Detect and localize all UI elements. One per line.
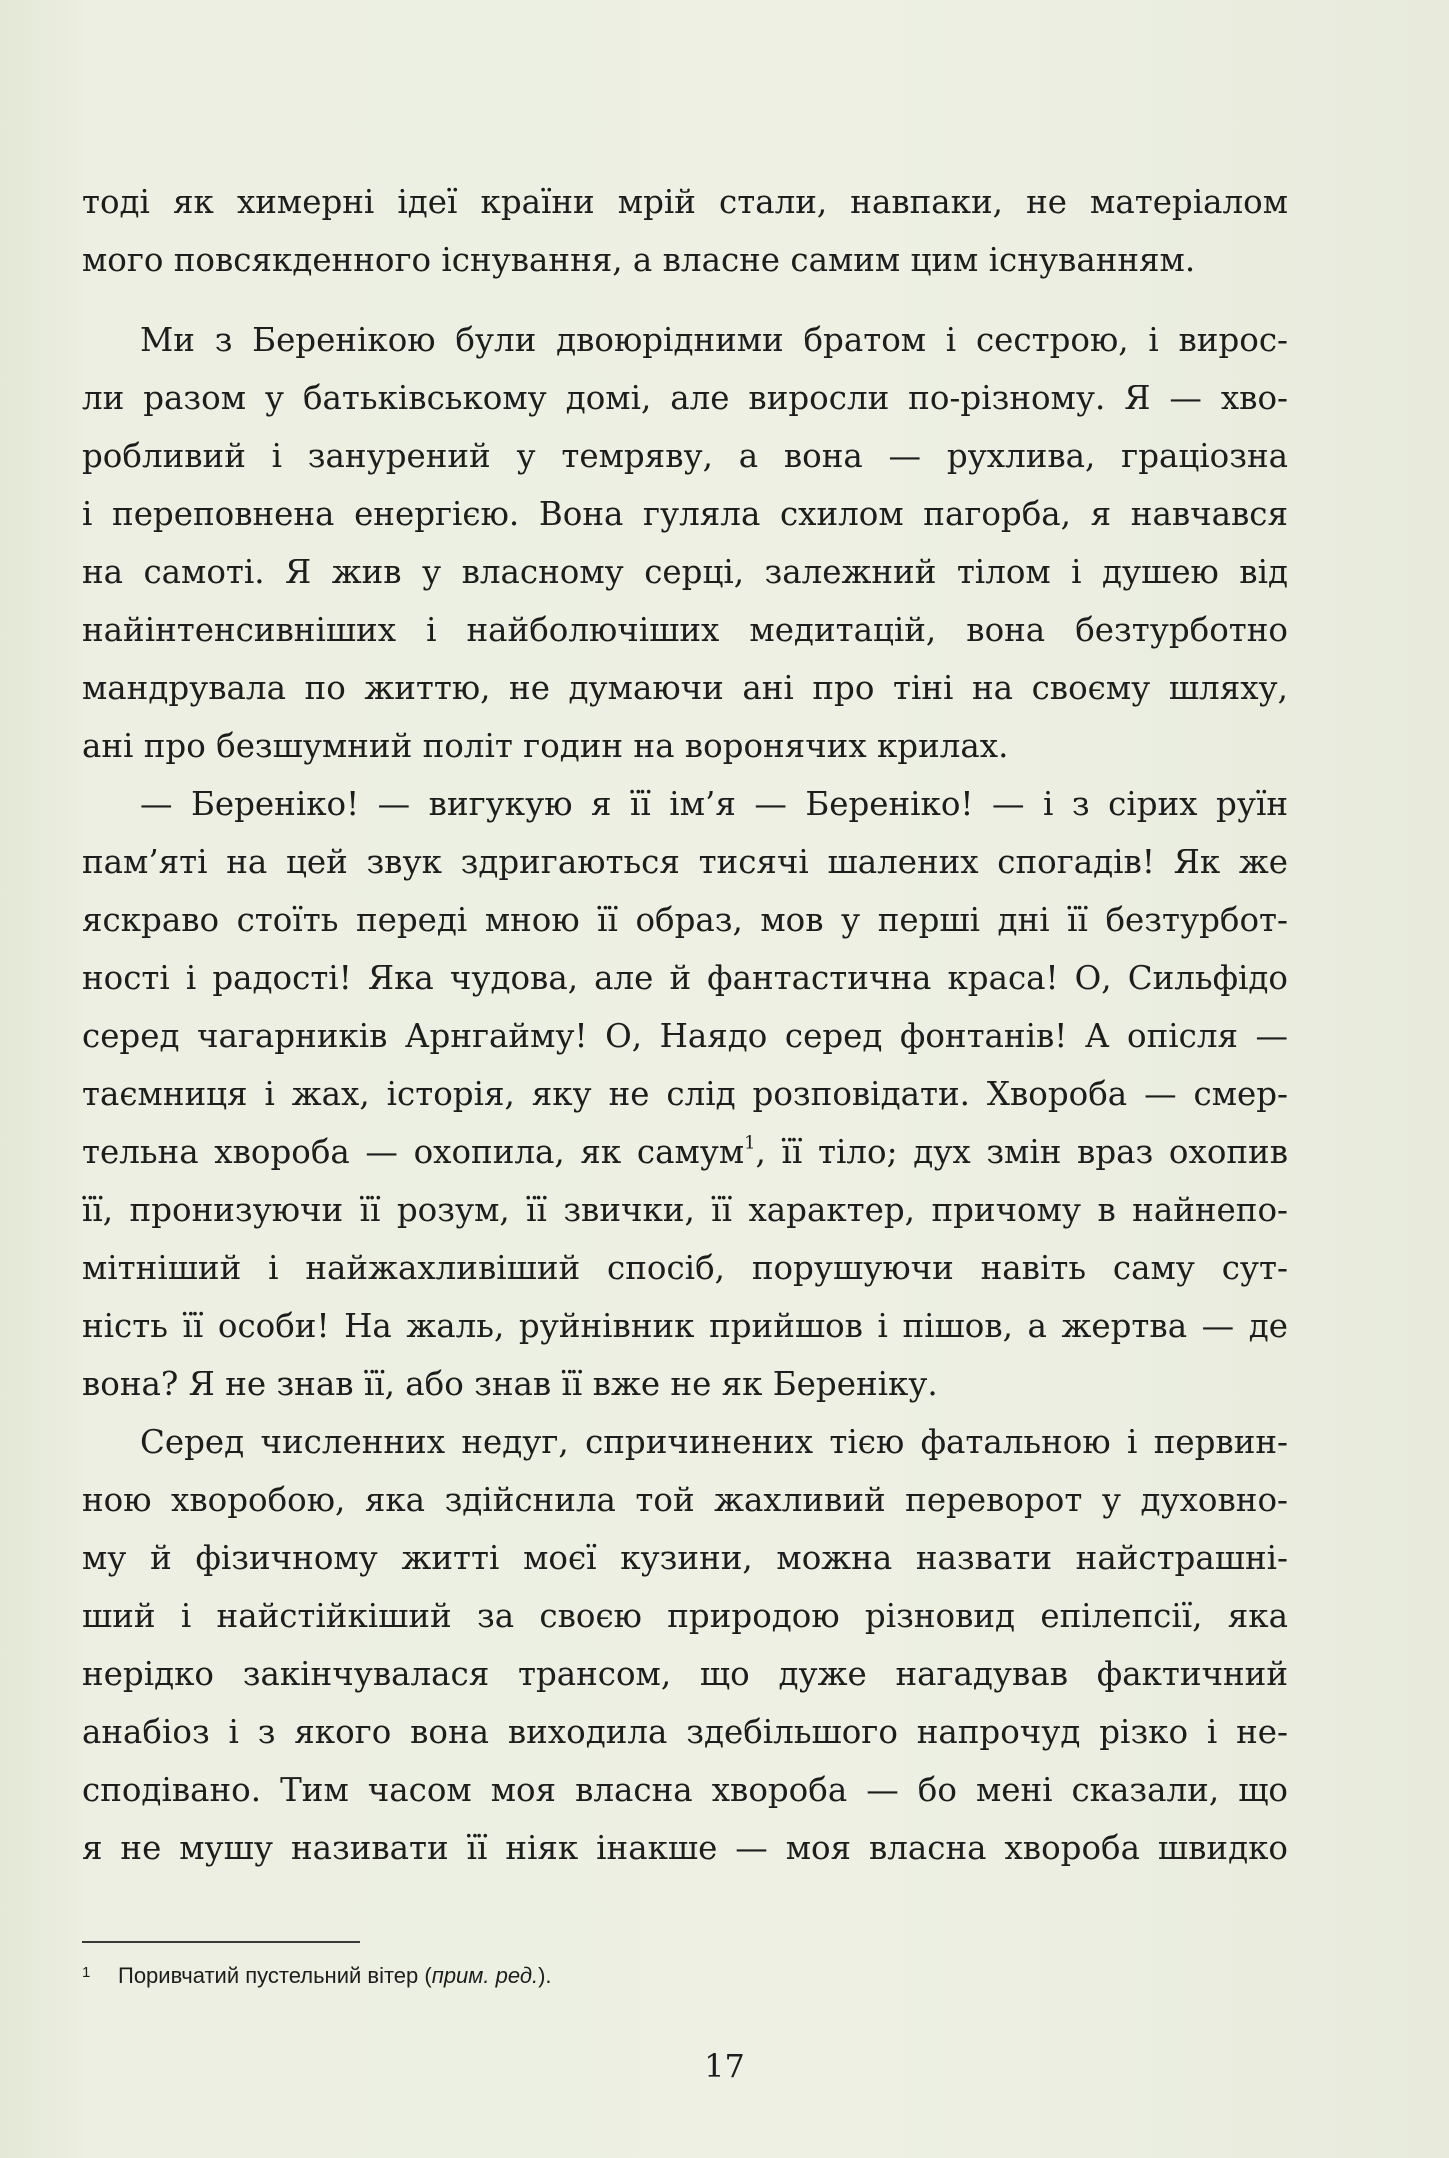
- footnote-text: Поривчатий пустельний вітер (: [118, 1963, 432, 1988]
- text-line: ність її особи! На жаль, руйнівник прийшов і пішов, а жертва — де: [82, 1307, 1288, 1345]
- text-line: сподівано. Тим часом моя власна хвороба — бо мені сказали, що: [82, 1771, 1288, 1809]
- text-line: — Береніко! — вигукую я її ім’я — Береніко! — і з сірих руїн: [140, 785, 1288, 823]
- text-line: мітніший і найжахливіший спосіб, порушуючи навіть саму сут-: [82, 1249, 1288, 1287]
- text-line: і переповнена енергією. Вона гуляла схилом пагорба, я навчався: [82, 495, 1288, 533]
- text-line: му й фізичному житті моєї кузини, можна назвати найстрашні-: [82, 1539, 1288, 1577]
- text-fragment: тельна хвороба — охопила, як самум: [82, 1133, 745, 1171]
- text-line: її, пронизуючи її розум, її звички, її характер, причому в найнепо-: [82, 1191, 1288, 1229]
- text-line: Серед численних недуг, спричинених тією фатальною і первин-: [140, 1423, 1288, 1461]
- footnote-reference[interactable]: 1: [744, 1132, 756, 1154]
- text-line: найінтенсивніших і найболючіших медитацій, вона безтурботно: [82, 611, 1288, 649]
- text-line: я не мушу називати її ніяк інакше — моя власна хвороба швидко: [82, 1829, 1288, 1867]
- text-line: нерідко закінчувалася трансом, що дуже нагадував фактичний: [82, 1655, 1288, 1693]
- text-line: ли разом у батьківському домі, але виросли по-різному. Я — хво-: [82, 379, 1288, 417]
- text-line: ності і радості! Яка чудова, але й фантастична краса! О, Сильфідо: [82, 959, 1288, 997]
- text-line: на самоті. Я жив у власному серці, залежний тілом і душею від: [82, 553, 1288, 591]
- page-number: 17: [704, 2047, 745, 2085]
- text-line: тоді як химерні ідеї країни мрій стали, навпаки, не матеріалом: [82, 183, 1288, 221]
- text-line: ший і найстійкіший за своєю природою різновид епілепсії, яка: [82, 1597, 1288, 1635]
- text-line: анабіоз і з якого вона виходила здебільшого напрочуд різко і не-: [82, 1713, 1288, 1751]
- footnote-italic: прим. ред.: [431, 1963, 539, 1988]
- text-line: Ми з Беренікою були двоюрідними братом і сестрою, і вирос-: [140, 321, 1288, 359]
- text-line: яскраво стоїть переді мною її образ, мов у перші дні її безтурбот-: [82, 901, 1288, 939]
- text-line: ані про безшумний політ годин на воронячих крилах.: [82, 727, 1009, 765]
- text-line: ною хворобою, яка здійснила той жахливий переворот у духовно-: [82, 1481, 1288, 1519]
- text-line: робливий і занурений у темряву, а вона — рухлива, граціозна: [82, 437, 1288, 475]
- text-line: серед чагарників Арнгайму! О, Наядо серед фонтанів! А опісля —: [82, 1017, 1288, 1055]
- text-fragment: , її тіло; дух змін враз охопив: [755, 1133, 1289, 1171]
- footnote-end: ).: [538, 1963, 552, 1988]
- body-text: [82, 173, 1288, 1877]
- footnote: [82, 1955, 1182, 1994]
- text-line: вона? Я не знав її, або знав її вже не як Береніку.: [82, 1365, 938, 1403]
- footnote-divider: [82, 1941, 360, 1943]
- text-line: пам’яті на цей звук здригаються тисячі шалених спогадів! Як же: [82, 843, 1288, 881]
- footnote-mark: 1: [82, 1964, 91, 1981]
- text-line: [82, 1123, 1288, 1181]
- text-line: мандрувала по життю, не думаючи ані про тіні на своєму шляху,: [82, 669, 1288, 707]
- text-line: таємниця і жах, історія, яку не слід розповідати. Хвороба — смер-: [82, 1075, 1288, 1113]
- text-line: мого повсякденного існування, а власне самим цим існуванням.: [82, 241, 1196, 279]
